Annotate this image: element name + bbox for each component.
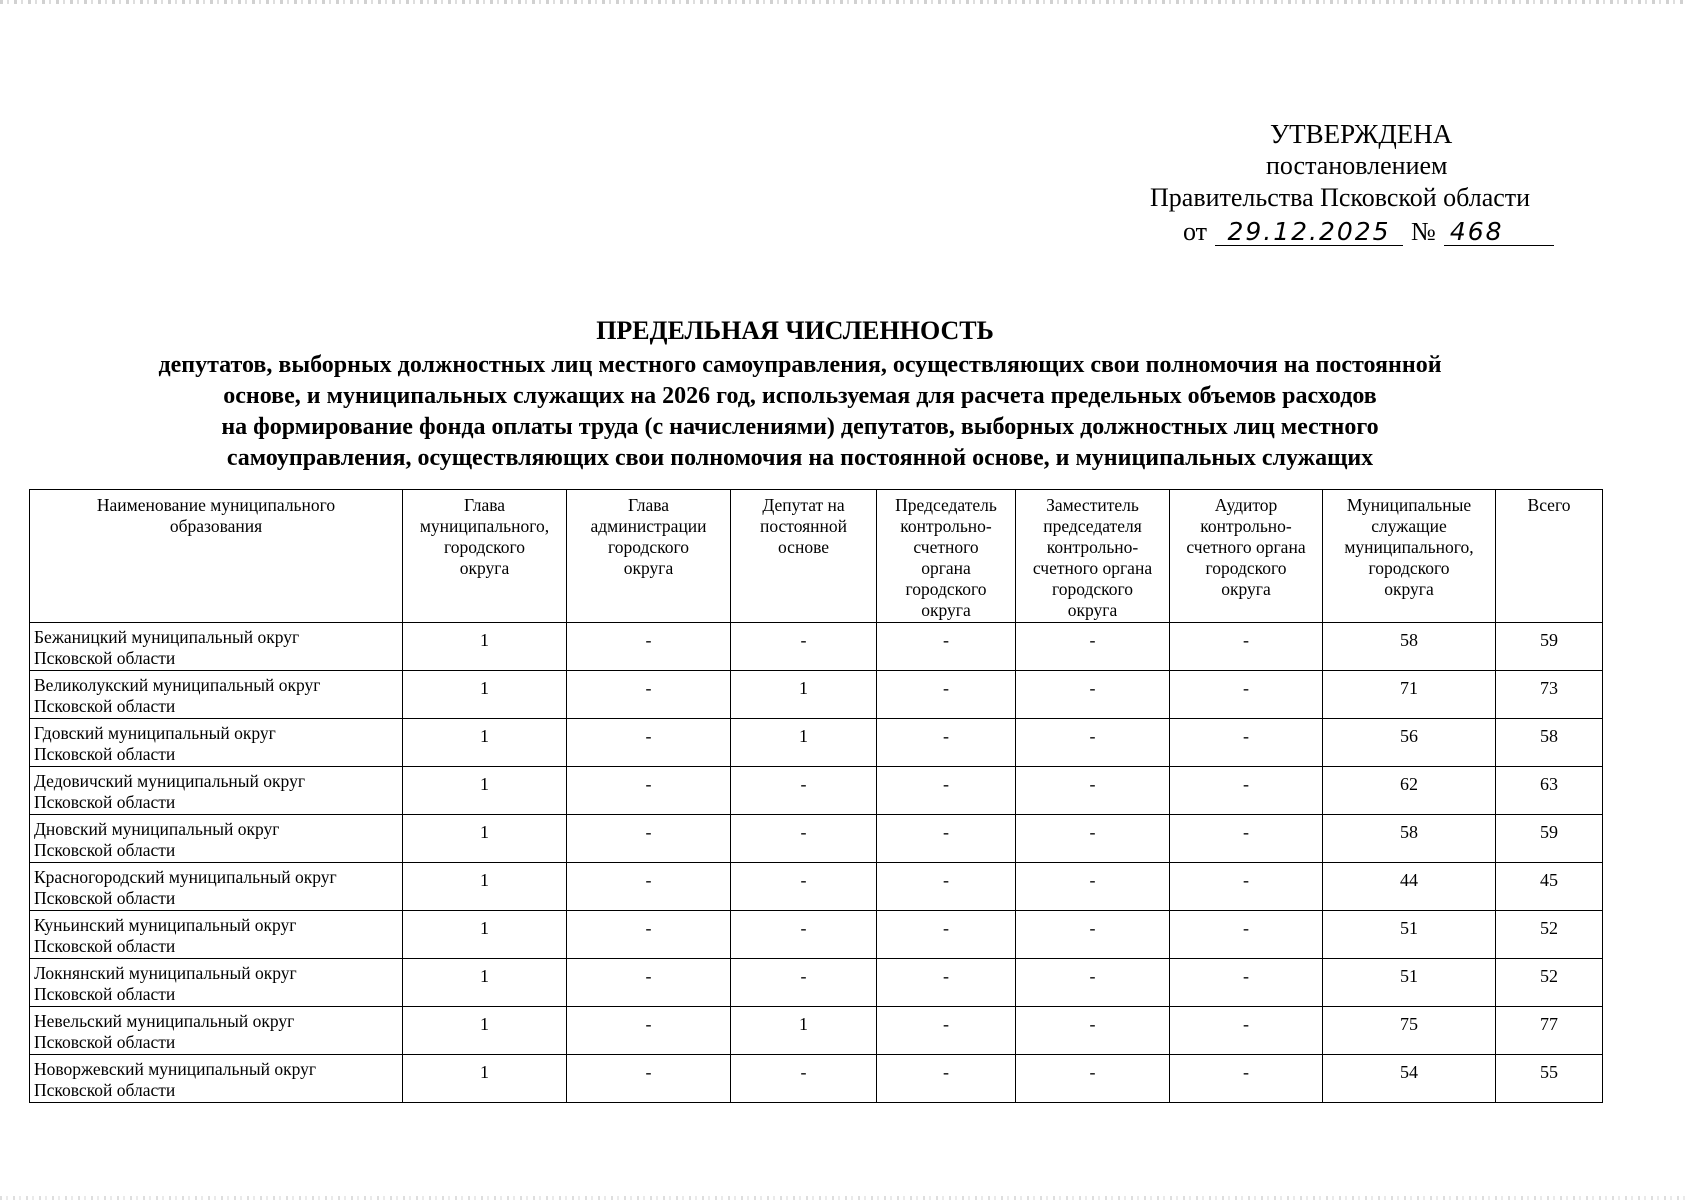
value-cell xyxy=(731,1055,877,1103)
value-cell xyxy=(1170,863,1323,911)
cell-value: - xyxy=(1243,966,1249,986)
header-text-line: городского xyxy=(607,537,689,557)
municipality-name-line: Псковской области xyxy=(34,744,176,764)
cell-value: - xyxy=(1089,822,1096,842)
scan-edge-top xyxy=(0,0,1686,4)
value-cell xyxy=(1170,911,1323,959)
cell-value: - xyxy=(800,822,807,842)
value-cell xyxy=(1323,767,1496,815)
approval-number-sign: № xyxy=(1411,217,1436,246)
value-cell xyxy=(1170,623,1323,671)
municipality-name-line: Дедовичский муниципальный округ xyxy=(34,771,305,791)
value-cell xyxy=(731,1007,877,1055)
value-cell xyxy=(567,719,731,767)
value-cell xyxy=(1496,1007,1603,1055)
municipality-name-line: Великолукский муниципальный округ xyxy=(34,675,321,695)
approval-approved: УТВЕРЖДЕНА xyxy=(1270,119,1453,149)
header-text-line: округа xyxy=(921,600,971,620)
staffing-limits-table xyxy=(29,489,1603,1103)
value-cell xyxy=(1170,671,1323,719)
municipality-name-line: Псковской области xyxy=(34,1032,176,1052)
header-head-municipality xyxy=(403,490,567,623)
value-cell xyxy=(403,815,567,863)
value-cell xyxy=(567,911,731,959)
header-text-line: городского xyxy=(1368,558,1450,578)
cell-value: - xyxy=(645,966,652,986)
header-text-line: счетного xyxy=(913,537,979,557)
cell-value: 1 xyxy=(480,678,489,698)
value-cell xyxy=(1496,911,1603,959)
approval-date-handwritten: 29.12.2025 xyxy=(1215,219,1403,246)
header-text-line: председателя xyxy=(1043,516,1142,536)
value-cell xyxy=(877,719,1016,767)
header-text-line: Заместитель xyxy=(1046,495,1139,515)
table-row xyxy=(30,671,1603,719)
value-cell xyxy=(731,671,877,719)
cell-value: 75 xyxy=(1400,1014,1418,1034)
value-cell xyxy=(403,671,567,719)
cell-value: - xyxy=(1243,774,1249,794)
value-cell xyxy=(1170,719,1323,767)
header-text-line: городского xyxy=(1051,579,1133,599)
cell-value: 1 xyxy=(480,870,489,890)
cell-value: 1 xyxy=(480,966,489,986)
header-text-line: Всего xyxy=(1527,495,1571,515)
cell-value: - xyxy=(943,822,949,842)
cell-value: - xyxy=(943,1062,949,1082)
cell-value: - xyxy=(1243,678,1249,698)
cell-value: 1 xyxy=(480,918,489,938)
cell-value: - xyxy=(800,1062,807,1082)
header-text-line: округа xyxy=(1221,579,1271,599)
header-text-line: органа xyxy=(921,558,971,578)
cell-value: 59 xyxy=(1540,630,1558,650)
header-text-line: контрольно- xyxy=(900,516,992,536)
header-text-line: округа xyxy=(623,558,674,578)
header-text-line: городского xyxy=(443,537,525,557)
cell-value: 1 xyxy=(799,1014,808,1034)
header-text-line: Глава xyxy=(463,495,506,515)
table-row xyxy=(30,767,1603,815)
cell-value: - xyxy=(645,822,652,842)
subtitle-line: самоуправления, осуществляющих свои полномочия на постоянной основе, и муниципальных служащих xyxy=(226,445,1374,471)
value-cell xyxy=(877,671,1016,719)
scan-edge-bottom xyxy=(0,1196,1686,1200)
value-cell xyxy=(1170,1007,1323,1055)
approval-date-prefix: от xyxy=(1183,217,1208,246)
cell-value: - xyxy=(800,630,807,650)
municipality-name-cell xyxy=(30,1007,403,1055)
value-cell xyxy=(403,959,567,1007)
document-subtitle xyxy=(20,350,1580,474)
value-cell xyxy=(1323,815,1496,863)
cell-value: 77 xyxy=(1540,1014,1558,1034)
table-header xyxy=(30,490,1603,623)
value-cell xyxy=(567,671,731,719)
municipality-name-cell xyxy=(30,623,403,671)
cell-value: - xyxy=(1089,918,1096,938)
header-text-line: образования xyxy=(169,516,263,536)
value-cell xyxy=(567,623,731,671)
table-header-row xyxy=(30,490,1603,623)
cell-value: - xyxy=(800,870,807,890)
cell-value: - xyxy=(1089,678,1096,698)
cell-value: 1 xyxy=(799,678,808,698)
table-row xyxy=(30,719,1603,767)
municipality-name-line: Псковской области xyxy=(34,840,176,860)
municipality-name-line: Локнянский муниципальный округ xyxy=(34,963,297,983)
value-cell xyxy=(877,1055,1016,1103)
cell-value: 45 xyxy=(1540,870,1558,890)
cell-value: - xyxy=(1243,822,1249,842)
municipality-name-line: Псковской области xyxy=(34,1080,176,1100)
cell-value: - xyxy=(943,630,949,650)
header-text-line: Председатель xyxy=(895,495,997,515)
value-cell xyxy=(403,623,567,671)
header-head-administration xyxy=(567,490,731,623)
cell-value: - xyxy=(645,774,652,794)
value-cell xyxy=(1496,671,1603,719)
header-text-line: счетного органа xyxy=(1186,537,1306,557)
municipality-name-line: Бежаницкий муниципальный округ xyxy=(34,627,300,647)
municipality-name-line: Гдовский муниципальный округ xyxy=(34,723,276,743)
header-chair-audit xyxy=(877,490,1016,623)
cell-value: - xyxy=(943,774,949,794)
value-cell xyxy=(567,863,731,911)
cell-value: - xyxy=(645,1062,652,1082)
header-total xyxy=(1496,490,1603,623)
header-text-line: Наименование муниципального xyxy=(96,495,336,515)
cell-value: 51 xyxy=(1400,966,1418,986)
municipality-name-cell xyxy=(30,671,403,719)
value-cell xyxy=(731,815,877,863)
municipality-name-cell xyxy=(30,1055,403,1103)
value-cell xyxy=(1170,767,1323,815)
header-text-line: округа xyxy=(1067,600,1118,620)
cell-value: 52 xyxy=(1540,966,1558,986)
cell-value: 54 xyxy=(1400,1062,1418,1082)
municipality-name-cell xyxy=(30,767,403,815)
header-auditor xyxy=(1170,490,1323,623)
value-cell xyxy=(1016,719,1170,767)
municipality-name-line: Псковской области xyxy=(34,888,176,908)
value-cell xyxy=(731,719,877,767)
cell-value: - xyxy=(1089,774,1096,794)
value-cell xyxy=(567,1007,731,1055)
approval-date-line xyxy=(1140,216,1610,248)
cell-value: - xyxy=(800,966,807,986)
value-cell xyxy=(1496,959,1603,1007)
cell-value: 62 xyxy=(1400,774,1418,794)
value-cell xyxy=(1016,911,1170,959)
value-cell xyxy=(403,863,567,911)
value-cell xyxy=(877,863,1016,911)
cell-value: - xyxy=(1243,1014,1249,1034)
cell-value: 1 xyxy=(480,726,489,746)
value-cell xyxy=(1496,767,1603,815)
header-text-line: Глава xyxy=(627,495,670,515)
cell-value: 1 xyxy=(480,630,489,650)
cell-value: 71 xyxy=(1400,678,1418,698)
value-cell xyxy=(567,767,731,815)
value-cell xyxy=(1323,1007,1496,1055)
table-row xyxy=(30,623,1603,671)
municipality-name-line: Псковской области xyxy=(34,696,176,716)
value-cell xyxy=(1016,863,1170,911)
cell-value: 56 xyxy=(1400,726,1418,746)
cell-value: 1 xyxy=(480,1062,489,1082)
municipality-name-line: Куньинский муниципальный округ xyxy=(34,915,297,935)
header-municipality xyxy=(30,490,403,623)
municipality-name-line: Новоржевский муниципальный округ xyxy=(34,1059,317,1079)
table-row xyxy=(30,1055,1603,1103)
table-body xyxy=(30,623,1603,1103)
municipality-name-line: Псковской области xyxy=(34,648,176,668)
header-text-line: Аудитор xyxy=(1214,495,1278,515)
header-text-line: Муниципальные xyxy=(1346,495,1472,515)
cell-value: - xyxy=(645,726,652,746)
subtitle-line: основе, и муниципальных служащих на 2026 год, используемая для расчета предельных объемов расходов xyxy=(223,383,1377,409)
header-deputy xyxy=(731,490,877,623)
cell-value: - xyxy=(943,726,949,746)
value-cell xyxy=(877,767,1016,815)
cell-value: - xyxy=(645,678,652,698)
value-cell xyxy=(731,863,877,911)
value-cell xyxy=(567,815,731,863)
value-cell xyxy=(1496,719,1603,767)
value-cell xyxy=(1170,959,1323,1007)
value-cell xyxy=(1170,815,1323,863)
cell-value: 58 xyxy=(1400,630,1418,650)
approval-number-handwritten: 468 xyxy=(1444,219,1554,246)
header-deputy-chair-audit xyxy=(1016,490,1170,623)
cell-value: - xyxy=(943,678,949,698)
cell-value: - xyxy=(1089,966,1096,986)
subtitle-line: на формирование фонда оплаты труда (с начислениями) депутатов, выборных должностных лиц местного xyxy=(221,414,1379,440)
cell-value: - xyxy=(943,870,949,890)
value-cell xyxy=(1323,671,1496,719)
header-text-line: муниципального, xyxy=(1344,537,1474,557)
value-cell xyxy=(877,959,1016,1007)
cell-value: 44 xyxy=(1400,870,1418,890)
municipality-name-line: Красногородский муниципальный округ xyxy=(34,867,337,887)
cell-value: - xyxy=(1243,1062,1249,1082)
municipality-name-line: Невельский муниципальный округ xyxy=(34,1011,295,1031)
cell-value: - xyxy=(1089,726,1096,746)
value-cell xyxy=(1016,623,1170,671)
value-cell xyxy=(877,911,1016,959)
cell-value: 63 xyxy=(1540,774,1558,794)
cell-value: - xyxy=(800,774,807,794)
value-cell xyxy=(1016,959,1170,1007)
header-text-line: счетного органа xyxy=(1032,558,1153,578)
value-cell xyxy=(877,815,1016,863)
municipality-name-cell xyxy=(30,719,403,767)
value-cell xyxy=(1496,863,1603,911)
value-cell xyxy=(1016,815,1170,863)
cell-value: 58 xyxy=(1540,726,1558,746)
cell-value: - xyxy=(645,870,652,890)
table-row xyxy=(30,1007,1603,1055)
cell-value: 51 xyxy=(1400,918,1418,938)
header-text-line: городского xyxy=(1205,558,1287,578)
value-cell xyxy=(1496,815,1603,863)
approval-by-resolution: постановлением xyxy=(1266,151,1448,180)
municipality-name-cell xyxy=(30,815,403,863)
municipality-name-line: Псковской области xyxy=(34,984,176,1004)
cell-value: 59 xyxy=(1540,822,1558,842)
value-cell xyxy=(1323,1055,1496,1103)
value-cell xyxy=(877,1007,1016,1055)
cell-value: 1 xyxy=(480,1014,489,1034)
header-text-line: контрольно- xyxy=(1046,537,1139,557)
header-text-line: администрации xyxy=(590,516,707,536)
table-row xyxy=(30,815,1603,863)
cell-value: - xyxy=(1089,1014,1096,1034)
value-cell xyxy=(403,1007,567,1055)
cell-value: 1 xyxy=(799,726,808,746)
value-cell xyxy=(877,623,1016,671)
value-cell xyxy=(1323,911,1496,959)
cell-value: - xyxy=(1089,630,1096,650)
cell-value: 55 xyxy=(1540,1062,1558,1082)
municipality-name-cell xyxy=(30,959,403,1007)
value-cell xyxy=(731,767,877,815)
cell-value: 1 xyxy=(480,774,489,794)
municipality-name-cell xyxy=(30,911,403,959)
cell-value: - xyxy=(800,918,807,938)
cell-value: - xyxy=(943,918,949,938)
value-cell xyxy=(1323,959,1496,1007)
value-cell xyxy=(1016,1007,1170,1055)
cell-value: - xyxy=(645,918,652,938)
header-municipal-employees xyxy=(1323,490,1496,623)
cell-value: - xyxy=(1243,918,1249,938)
municipality-name-line: Псковской области xyxy=(34,792,176,812)
header-text-line: округа xyxy=(459,558,510,578)
value-cell xyxy=(1016,671,1170,719)
value-cell xyxy=(1016,1055,1170,1103)
value-cell xyxy=(1496,1055,1603,1103)
header-text-line: округа xyxy=(1384,579,1434,599)
value-cell xyxy=(403,911,567,959)
cell-value: - xyxy=(943,966,949,986)
municipality-name-line: Псковской области xyxy=(34,936,176,956)
approval-stamp-block xyxy=(1140,118,1610,248)
table-row xyxy=(30,959,1603,1007)
cell-value: - xyxy=(1243,726,1249,746)
value-cell xyxy=(403,1055,567,1103)
subtitle-line: депутатов, выборных должностных лиц местного самоуправления, осуществляющих свои полномочия на постоянной xyxy=(158,352,1442,378)
cell-value: - xyxy=(645,630,652,650)
value-cell xyxy=(403,767,567,815)
cell-value: 1 xyxy=(480,822,489,842)
document-title: ПРЕДЕЛЬНАЯ ЧИСЛЕННОСТЬ xyxy=(596,316,994,345)
municipality-name-cell xyxy=(30,863,403,911)
cell-value: - xyxy=(1089,1062,1096,1082)
value-cell xyxy=(731,959,877,1007)
header-text-line: служащие xyxy=(1371,516,1447,536)
cell-value: - xyxy=(1243,870,1249,890)
cell-value: 52 xyxy=(1540,918,1558,938)
header-text-line: основе xyxy=(778,537,829,557)
table-row xyxy=(30,911,1603,959)
cell-value: - xyxy=(1243,630,1249,650)
value-cell xyxy=(1323,863,1496,911)
value-cell xyxy=(403,719,567,767)
header-text-line: городского xyxy=(905,579,987,599)
header-text-line: муниципального, xyxy=(419,516,550,536)
header-text-line: постоянной xyxy=(759,516,848,536)
value-cell xyxy=(731,623,877,671)
cell-value: 73 xyxy=(1540,678,1558,698)
value-cell xyxy=(731,911,877,959)
cell-value: - xyxy=(645,1014,652,1034)
value-cell xyxy=(567,1055,731,1103)
cell-value: - xyxy=(1089,870,1096,890)
header-text-line: Депутат на xyxy=(762,495,845,515)
table-row xyxy=(30,863,1603,911)
value-cell xyxy=(1170,1055,1323,1103)
approval-government: Правительства Псковской области xyxy=(1150,183,1531,212)
value-cell xyxy=(1323,623,1496,671)
header-text-line: контрольно- xyxy=(1200,516,1292,536)
value-cell xyxy=(1016,767,1170,815)
cell-value: - xyxy=(943,1014,949,1034)
municipality-name-line: Дновский муниципальный округ xyxy=(34,819,280,839)
value-cell xyxy=(567,959,731,1007)
value-cell xyxy=(1496,623,1603,671)
cell-value: 58 xyxy=(1400,822,1418,842)
value-cell xyxy=(1323,719,1496,767)
